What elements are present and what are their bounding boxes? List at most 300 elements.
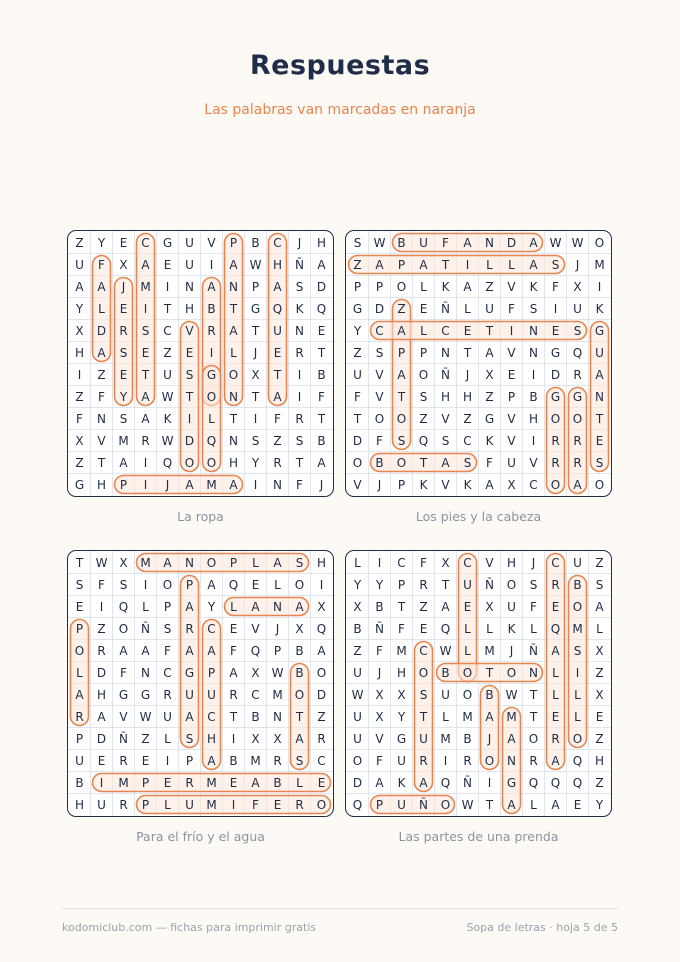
grid-letter: R [419,578,428,592]
grid-letter: B [295,644,304,658]
grid-letter: G [352,302,363,316]
grid-letter: T [251,390,260,404]
grid-letter: V [441,478,450,492]
grid-letter: P [141,776,150,790]
grid-letter: C [551,556,560,570]
grid-letter: J [465,368,470,382]
grid-letter: C [375,324,384,338]
grid-letter: O [528,732,539,746]
grid-letter: T [97,456,106,470]
grid-letter: I [297,368,302,382]
grid-letter: I [297,390,302,404]
grid-letter: P [119,478,128,492]
grid-letter: E [595,710,604,724]
grid-letter: R [141,434,150,448]
word-grid [345,230,612,497]
grid-letter: H [96,688,107,702]
grid-letter: U [485,302,494,316]
grid-letter: L [208,412,215,426]
grid-letter: P [75,732,84,746]
grid-letter: I [231,732,236,746]
grid-letter: O [506,578,517,592]
grid-letter: T [273,368,282,382]
grid-letter: E [551,324,560,338]
grid-letter: S [463,456,472,470]
grid-svg [68,231,333,496]
grid-letter: Ñ [463,776,472,790]
grid-letter: B [397,236,406,250]
grid-letter: X [375,688,384,702]
puzzle-caption: Para el frío y el agua [136,829,265,844]
grid-letter: P [141,798,150,812]
grid-letter: S [573,644,582,658]
grid-letter: E [273,346,282,360]
grid-letter: L [420,324,427,338]
grid-letter: P [397,258,406,272]
grid-letter: U [75,258,84,272]
grid-letter: C [163,666,172,680]
grid-letter: Ñ [441,302,450,316]
grid-letter: Q [316,302,327,316]
grid-letter: F [354,390,361,404]
grid-letter: T [353,412,362,426]
grid-letter: X [595,688,604,702]
grid-letter: I [465,258,470,272]
grid-letter: L [420,280,427,294]
grid-letter: I [77,368,82,382]
grid-letter: L [98,302,105,316]
answer-highlight [115,476,243,494]
grid-letter: Ñ [529,644,538,658]
grid-letter: O [294,688,305,702]
grid-letter: J [487,732,492,746]
grid-letter: V [375,732,384,746]
grid-letter: S [375,346,384,360]
grid-letter: I [99,600,104,614]
grid-letter: D [316,280,327,294]
grid-svg [68,551,333,816]
grid-letter: S [185,732,194,746]
grid-letter: A [141,412,150,426]
grid-letter: B [463,732,472,746]
grid-letter: B [251,710,260,724]
grid-letter: H [184,302,195,316]
grid-letter: F [296,478,303,492]
grid-letter: L [164,732,171,746]
grid-letter: Z [353,644,362,658]
grid-letter: U [595,346,604,360]
grid-letter: H [440,390,451,404]
grid-letter: V [507,280,516,294]
grid-letter: B [353,622,362,636]
grid-letter: C [207,710,216,724]
grid-letter: D [184,434,195,448]
grid-letter: M [140,556,151,570]
grid-letter: G [162,236,173,250]
grid-letter: R [419,754,428,768]
grid-letter: P [375,280,384,294]
grid-letter: C [419,644,428,658]
grid-letter: U [441,688,450,702]
grid-letter: N [141,666,150,680]
grid-letter: D [316,688,327,702]
grid-letter: Q [440,776,451,790]
grid-letter: W [271,666,284,680]
grid-letter: W [439,644,452,658]
grid-letter: O [594,478,605,492]
grid-letter: G [140,688,151,702]
grid-letter: O [506,666,517,680]
grid-letter: P [353,280,362,294]
grid-letter: V [485,556,494,570]
grid-letter: Z [463,412,472,426]
grid-letter: A [295,600,304,614]
grid-letter: W [461,798,474,812]
grid-letter: P [507,390,516,404]
grid-letter: I [165,754,170,768]
grid-letter: R [273,456,282,470]
grid-letter: S [295,754,304,768]
grid-letter: B [229,754,238,768]
grid-letter: M [250,754,261,768]
grid-letter: T [229,710,238,724]
grid-letter: S [295,434,304,448]
grid-letter: A [529,236,538,250]
grid-letter: U [463,578,472,592]
grid-letter: E [273,798,282,812]
grid-letter: M [572,622,583,636]
grid-letter: U [185,798,194,812]
grid-letter: B [273,776,282,790]
grid-letter: P [273,644,282,658]
grid-letter: T [485,324,494,338]
grid-letter: S [295,556,304,570]
grid-letter: L [464,302,471,316]
grid-letter: N [229,280,238,294]
grid-letter: L [252,556,259,570]
grid-letter: A [573,478,582,492]
grid-letter: E [551,710,560,724]
grid-letter: Q [528,776,539,790]
grid-letter: A [397,324,406,338]
grid-letter: L [230,600,237,614]
grid-letter: X [507,478,516,492]
grid-letter: O [396,280,407,294]
grid-letter: Z [595,732,604,746]
grid-letter: F [252,798,259,812]
word-grid [345,550,612,817]
grid-letter: N [97,412,106,426]
grid-letter: Y [397,710,406,724]
grid-letter: C [463,556,472,570]
puzzle-frio-agua [67,550,334,844]
grid-letter: Z [97,368,106,382]
grid-letter: I [253,412,258,426]
grid-letter: W [139,710,152,724]
grid-letter: L [354,556,361,570]
grid-letter: R [573,368,582,382]
grid-letter: A [441,600,450,614]
grid-letter: C [529,478,538,492]
grid-letter: A [185,600,194,614]
grid-letter: M [118,776,129,790]
grid-letter: Ñ [375,622,384,636]
grid-letter: Z [75,456,84,470]
grid-letter: O [352,754,363,768]
grid-letter: Z [75,236,84,250]
grid-letter: J [509,644,514,658]
grid-letter: B [75,776,84,790]
grid-letter: E [419,622,428,636]
grid-letter: E [119,236,128,250]
grid-letter: O [572,600,583,614]
grid-letter: X [485,368,494,382]
grid-letter: A [251,776,260,790]
grid-letter: T [529,710,538,724]
grid-letter: L [486,258,493,272]
grid-letter: J [297,236,302,250]
grid-letter: F [98,578,105,592]
grid-letter: O [484,754,495,768]
grid-letter: H [316,556,327,570]
grid-letter: Q [206,434,217,448]
grid-letter: V [375,390,384,404]
grid-letter: Z [419,412,428,426]
grid-letter: L [464,644,471,658]
grid-letter: W [351,688,364,702]
footer-site: kodomiclub.com — fichas para imprimir gratis [62,921,317,934]
grid-letter: Y [97,236,106,250]
grid-letter: B [317,368,326,382]
grid-letter: A [229,478,238,492]
grid-letter: K [295,302,304,316]
grid-letter: H [316,236,327,250]
grid-letter: T [295,710,304,724]
grid-letter: U [507,456,516,470]
grid-letter: T [141,368,150,382]
grid-letter: P [229,236,238,250]
grid-letter: L [76,666,83,680]
grid-letter: E [317,776,326,790]
grid-letter: S [529,578,538,592]
grid-letter: E [163,776,172,790]
grid-letter: X [573,280,582,294]
grid-letter: M [506,710,517,724]
grid-letter: O [462,688,473,702]
grid-letter: U [397,754,406,768]
grid-letter: N [507,754,516,768]
grid-letter: R [573,456,582,470]
grid-letter: A [317,456,326,470]
grid-letter: V [529,456,538,470]
grid-letter: S [595,578,604,592]
grid-letter: O [118,622,129,636]
grid-letter: A [441,456,450,470]
grid-letter: D [550,368,561,382]
grid-letter: A [75,688,84,702]
grid-letter: S [119,578,128,592]
grid-letter: E [551,600,560,614]
grid-letter: S [573,324,582,338]
grid-letter: G [184,666,195,680]
grid-letter: G [250,302,261,316]
grid-letter: E [573,798,582,812]
grid-letter: J [275,622,280,636]
grid-letter: A [185,710,194,724]
grid-letter: L [574,688,581,702]
grid-letter: U [97,798,106,812]
grid-letter: H [96,478,107,492]
grid-letter: U [207,688,216,702]
grid-letter: W [249,258,262,272]
grid-letter: A [119,644,128,658]
grid-letter: N [273,478,282,492]
grid-letter: C [163,324,172,338]
grid-letter: U [419,732,428,746]
grid-letter: B [375,600,384,614]
grid-letter: Q [162,456,173,470]
grid-letter: G [506,776,517,790]
grid-letter: K [441,280,450,294]
grid-letter: Q [250,644,261,658]
grid-letter: E [75,600,84,614]
grid-letter: Y [251,456,260,470]
grid-letter: L [296,776,303,790]
grid-letter: J [531,556,536,570]
puzzle-caption: Las partes de una prenda [398,829,559,844]
grid-letter: T [229,412,238,426]
grid-letter: B [375,456,384,470]
grid-letter: I [531,434,536,448]
grid-letter: O [418,666,429,680]
grid-letter: R [97,644,106,658]
grid-letter: N [595,390,604,404]
grid-letter: W [571,236,584,250]
grid-letter: O [550,478,561,492]
grid-letter: C [141,236,150,250]
grid-letter: P [419,346,428,360]
grid-letter: Z [273,434,282,448]
grid-letter: T [185,390,194,404]
grid-letter: I [531,368,536,382]
grid-letter: C [207,622,216,636]
grid-letter: A [463,280,472,294]
grid-letter: A [207,280,216,294]
grid-letter: A [507,732,516,746]
grid-letter: A [507,798,516,812]
grid-letter: D [506,236,517,250]
grid-letter: L [552,688,559,702]
grid-letter: A [485,710,494,724]
grid-letter: F [376,754,383,768]
grid-letter: Z [163,346,172,360]
grid-letter: A [551,754,560,768]
grid-letter: L [442,710,449,724]
grid-letter: B [573,578,582,592]
grid-letter: T [229,302,238,316]
grid-letter: Z [595,776,604,790]
grid-letter: P [397,346,406,360]
grid-letter: Ñ [141,622,150,636]
grid-letter: O [294,578,305,592]
grid-letter: L [274,578,281,592]
grid-letter: K [507,622,516,636]
grid-letter: L [552,666,559,680]
grid-letter: T [251,324,260,338]
grid-letter: S [295,280,304,294]
grid-letter: H [74,346,85,360]
grid-letter: R [119,754,128,768]
grid-letter: I [597,280,602,294]
grid-letter: E [185,346,194,360]
grid-letter: V [375,368,384,382]
grid-letter: L [596,622,603,636]
grid-letter: A [295,732,304,746]
grid-letter: R [463,754,472,768]
grid-letter: P [75,622,84,636]
grid-letter: D [96,324,107,338]
grid-letter: O [594,236,605,250]
grid-letter: L [142,600,149,614]
puzzle-caption: Los pies y la cabeza [415,509,542,524]
grid-letter: Ñ [119,732,128,746]
grid-letter: J [121,280,126,294]
grid-letter: P [207,666,216,680]
grid-letter: V [507,346,516,360]
grid-letter: Z [595,666,604,680]
grid-letter: A [551,798,560,812]
grid-letter: L [574,710,581,724]
grid-letter: S [353,236,362,250]
grid-letter: N [273,710,282,724]
grid-letter: A [229,666,238,680]
grid-letter: Z [485,390,494,404]
grid-letter: J [575,258,580,272]
grid-letter: M [206,776,217,790]
grid-letter: G [484,412,495,426]
grid-letter: G [550,390,561,404]
grid-letter: A [163,556,172,570]
grid-letter: Z [485,280,494,294]
grid-letter: O [206,556,217,570]
grid-letter: B [441,666,450,680]
grid-letter: U [163,710,172,724]
grid-letter: X [251,368,260,382]
grid-letter: M [118,434,129,448]
grid-letter: A [141,258,150,272]
grid-letter: U [573,302,582,316]
grid-letter: S [119,346,128,360]
grid-letter: I [253,478,258,492]
grid-letter: P [397,578,406,592]
grid-letter: S [441,434,450,448]
grid-letter: N [529,324,538,338]
page-subtitle: Las palabras van marcadas en naranja [204,102,476,118]
grid-letter: U [573,556,582,570]
grid-letter: L [164,798,171,812]
grid-letter: T [295,456,304,470]
grid-letter: H [228,456,239,470]
grid-letter: U [353,666,362,680]
grid-letter: D [352,434,363,448]
grid-letter: N [529,346,538,360]
grid-letter: B [485,688,494,702]
grid-letter: M [594,258,605,272]
grid-letter: Ñ [295,258,304,272]
grid-letter: P [185,754,194,768]
grid-letter: P [163,600,172,614]
grid-letter: G [118,688,129,702]
